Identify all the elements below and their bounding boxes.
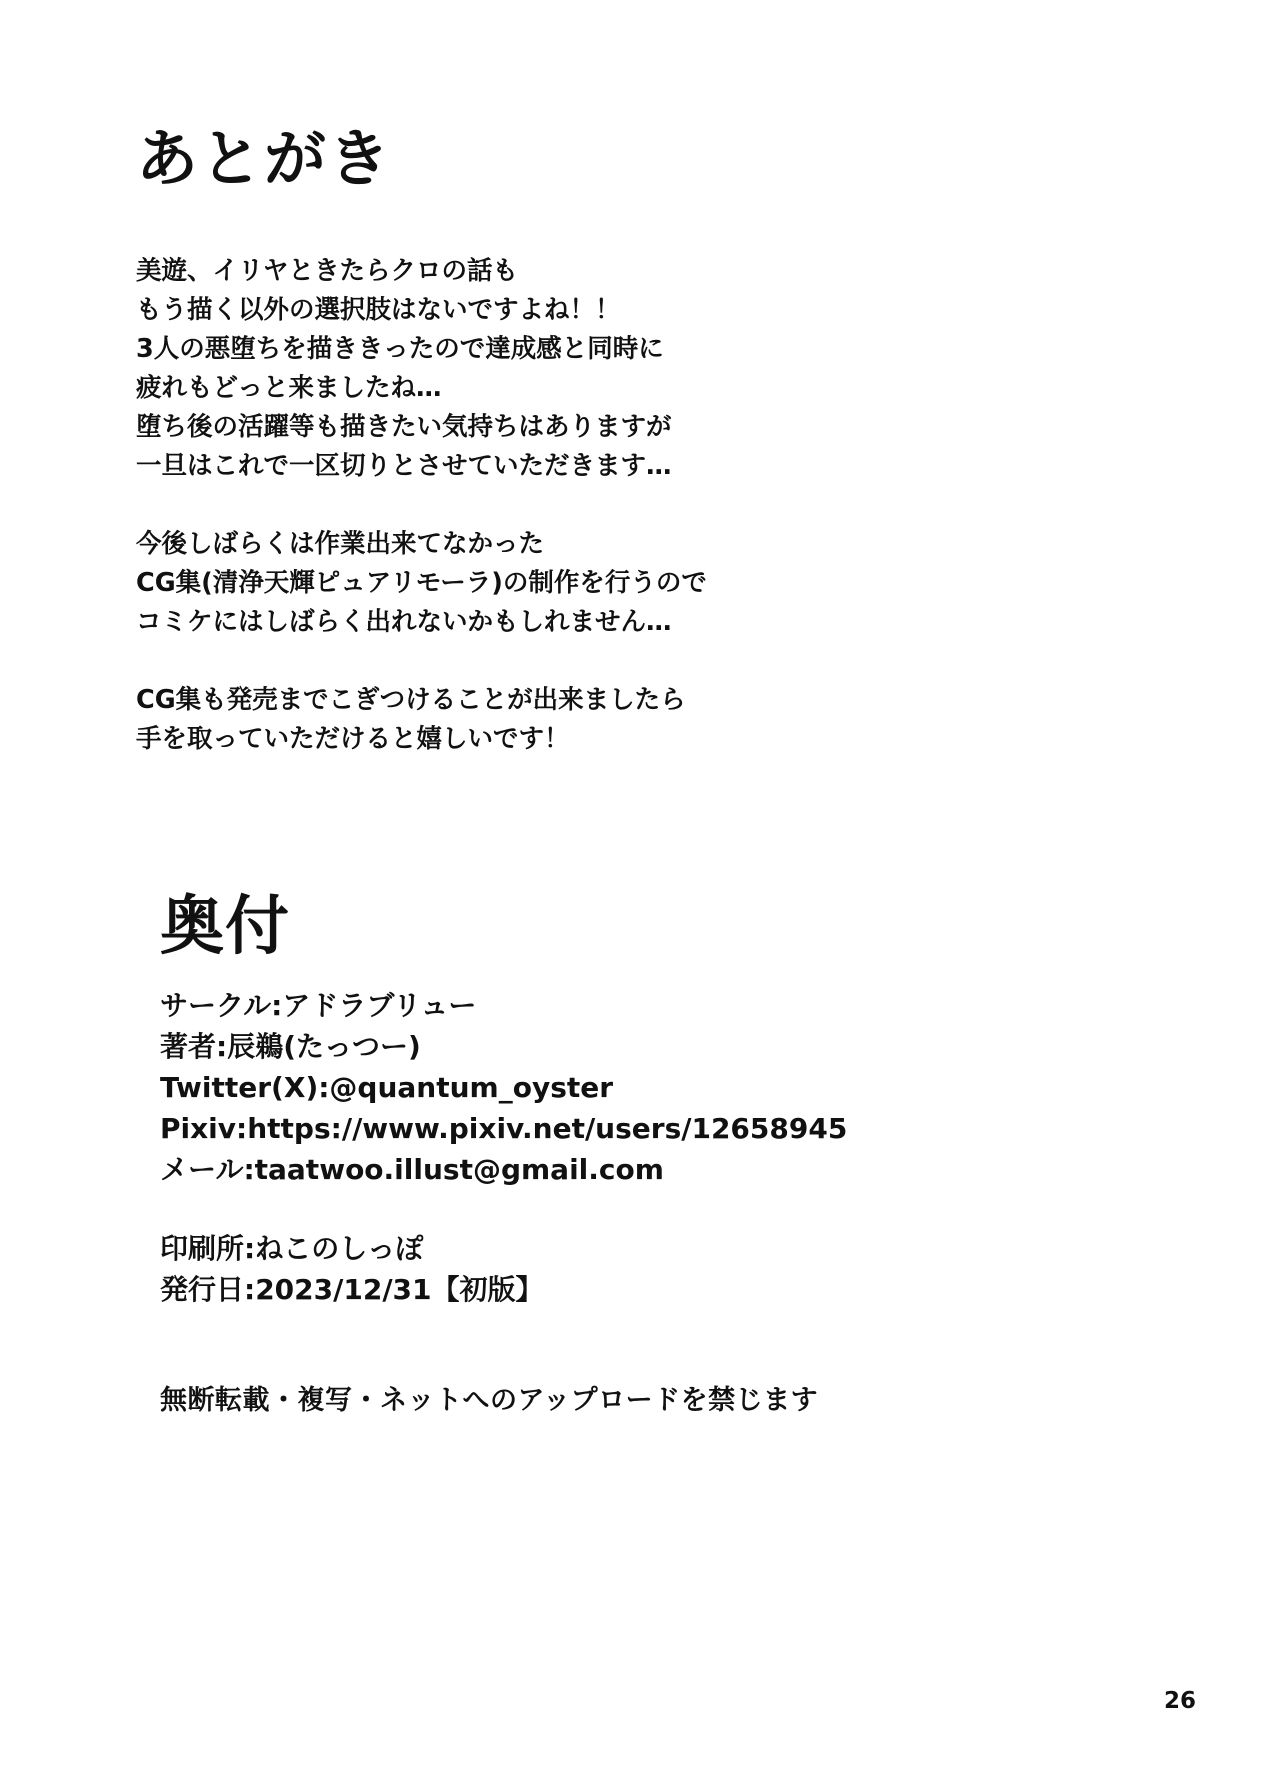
- colophon-credit-line: Pixiv:https://www.pixiv.net/users/12658945: [160, 1112, 848, 1145]
- colophon-credit-line: メール:taatwoo.illust@gmail.com: [160, 1153, 664, 1186]
- afterword-line: CG集も発売までこぎつけることが出来ましたら: [136, 685, 686, 715]
- afterword-line: 一旦はこれで一区切りとさせていただきます…: [136, 451, 672, 481]
- afterword-paragraph: [136, 252, 1036, 486]
- colophon-publication-line: 発行日:2023/12/31【初版】: [160, 1273, 544, 1306]
- afterword-line: 今後しばらくは作業出来てなかった: [136, 529, 545, 559]
- afterword-line: 美遊、イリヤときたらクロの話も: [136, 256, 518, 286]
- colophon-credit-line: 著者:辰鵜(たっつー): [160, 1030, 421, 1063]
- afterword-line: コミケにはしばらく出れないかもしれません…: [136, 607, 672, 637]
- colophon-credit-line: Twitter(X):@quantum_oyster: [160, 1071, 614, 1104]
- afterword-paragraph: [136, 681, 1036, 759]
- colophon-body: [160, 985, 1120, 1310]
- afterword-line: 疲れもどっと来ましたね…: [136, 373, 442, 403]
- page-number: 26: [1163, 1688, 1196, 1714]
- afterword-line: 堕ち後の活躍等も描きたい気持ちはありますが: [136, 412, 672, 442]
- colophon-publication-line: 印刷所:ねこのしっぽ: [160, 1232, 424, 1265]
- afterword-line: 3人の悪堕ちを描ききったので達成感と同時に: [136, 334, 664, 364]
- colophon-heading: 奥付: [160, 890, 290, 964]
- afterword-heading: あとがき: [136, 122, 393, 195]
- afterword-line: もう描く以外の選択肢はないですよね！！: [136, 295, 621, 325]
- afterword-paragraph: [136, 525, 1036, 642]
- afterword-line: CG集(清浄天輝ピュアリモーラ)の制作を行うので: [136, 568, 707, 598]
- colophon-credit-line: サークル:アドラブリュー: [160, 989, 477, 1022]
- afterword-line: 手を取っていただけると嬉しいです！: [136, 724, 570, 754]
- copyright-notice: 無断転載・複写・ネットへのアップロードを禁じます: [160, 1385, 819, 1416]
- afterword-body: [136, 252, 1036, 759]
